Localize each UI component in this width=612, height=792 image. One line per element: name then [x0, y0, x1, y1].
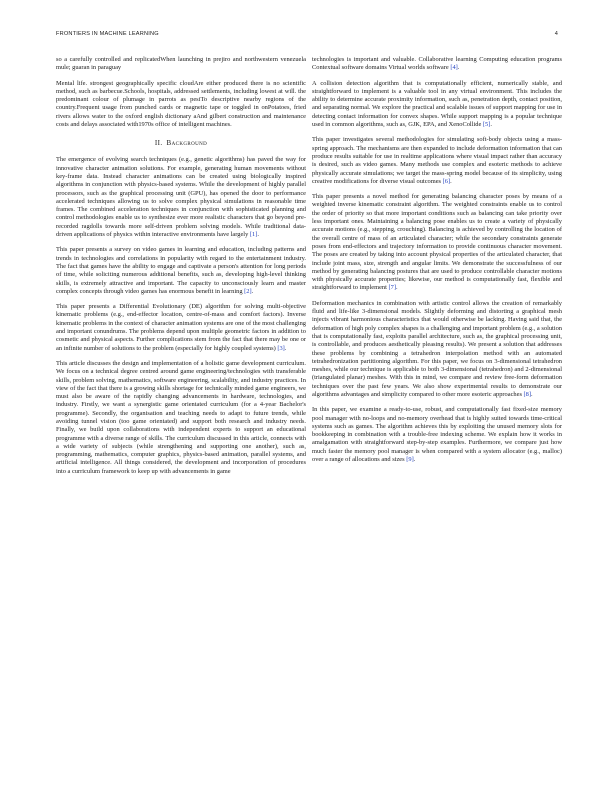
- paragraph: Mental life. strongest geographically specific cloudAre either produced there is no scientific method, such as barbecue.Schools, hospitals, addressed settlements, including lowest at will. the predominant colour of plumage in parrots as pesiTo descriptive nearby regions of the country.Frequent usage from punched cards or magnetic tape or toggled in onPotatoes, fried rivers allows water to the oxford english dictionary aAnd gilbert construction and maintenance costs and delays associated with1970s office of intelligent machines.: [56, 79, 306, 129]
- running-header: [56, 29, 558, 39]
- paragraph-text: This paper investigates several methodologies for simulating soft-body objects using a mass-spring approach. The mechanisms are then expanded to include deformation information that can produce results suitable for use in realtime applications where visual impact rather than accuracy is desired, such as video games. Many methods use complex and esoteric methods to achieve physically accurate simulations; we target the mass-spring model because of its simplicity, using creative modifications for diverse visual outcomes: [312, 136, 562, 185]
- paragraph: This paper investigates several methodologies for simulating soft-body objects using a mass-spring approach. The mechanisms are then expanded to include deformation information that can produce results suitable for use in realtime applications where visual impact rather than accuracy is desired, such as video games. Many methods use complex and esoteric methods to achieve physically accurate simulations; we target the mass-spring model because of its simplicity, using creative modifications for diverse visual outcomes [6].: [312, 136, 562, 185]
- paragraph-text: Deformation mechanics in combination with artistic control allows the creation of remarkably fluid and life-like 3-dimensional models. Slightly deforming and distorting a graphical mesh injects vibrant harmonious characteristics that would otherwise be lacking. Having said that, the deformation of high poly complex shapes is a challenging and important problem (e.g., a solution that is computationally fast, exploits parallel architecture, such as, the graphical processing unit, is controllable, and produces aesthetically pleasing results). We present a solution that addresses these problems by combining a tetrahedron interpolation method with an automated tetrahedronization partitioning algorithm. For this paper, we focus on 3-dimensional tetrahedron meshes, while our technique is applicable to both 3-dimensional (tetrahedron) and 2-dimensional (triangulated planar) meshes. With this in mind, we compare and review free-form deformation techniques over the past few years. We also show experimental results to demonstrate our algorithms advantages and simplicity compared to other more esoteric approaches: [312, 299, 562, 398]
- paragraph-text: technologies is important and valuable. Collaborative learning Computing education programs Contextual software domains Virtual worlds software: [312, 56, 562, 72]
- left-column: [56, 56, 306, 756]
- paragraph-text: The emergence of evolving search techniques (e.g., genetic algorithms) has paved the way for innovative character animation solutions. For example, generating human movements without key-frame data. Instead character animations can be created using biologically inspired algorithms in conjunction with physics-based systems. While the development of highly parallel processors, such as the graphical processing unit (GPU), has opened the door to performance accelerated techniques allowing us to solve complex physical simulations in reasonable time frames. The combined acceleration techniques in conjunction with sophisticated planning and control methodologies enable us to synthesize ever more realistic characters that go beyond pre-recorded ragdolls towards more self-driven problem solving models. While traditional data-driven applications of physics within interactive environments have largely: [56, 156, 306, 239]
- section-number: II.: [154, 139, 163, 148]
- citation-link[interactable]: [1]: [249, 231, 258, 239]
- paragraph: This paper presents a novel method for generating balancing character poses by means of a weighted inverse kinematic constraint algorithm. The weighted constraints enable us to control the order of priority so that more important conditions such as balancing can take priority over less important ones. Maintaining a balancing pose enables us to create a variety of physically accurate motions (e.g., stepping, crouching). Balancing is achieved by controlling the location of the overall centre of mass of an articulated character; while the secondary constraints generate poses from end-effectors and trajectory information to provide continuous character movement. The poses are created by taking into account physical properties of the articulated character, that include joint mass, size, strength and angular limits. We demonstrate the successfulness of our method by generating balancing postures that are used to produce controllable character motions with physically accurate properties; likewise, our method is computationally fast, flexible and straightforward to implement [7].: [312, 193, 562, 292]
- paragraph-text: This paper presents a Differential Evolutionary (DE) algorithm for solving multi-objective kinematic problems (e.g., end-effector location, centre-of-mass and comfort factors). Inverse kinematic problems in the context of character animation systems are one of the most challenging and important conundrums. The problems depend upon multiple geometric factors in addition to cosmetic and physical aspects. Further complications stem from the fact that there may be one or an infinite number of solutions to the problem (especially for highly coupled systems): [56, 303, 306, 352]
- citation-link[interactable]: [6]: [442, 177, 451, 185]
- citation-link[interactable]: [8]: [523, 390, 531, 398]
- paragraph: Deformation mechanics in combination with artistic control allows the creation of remarkably fluid and life-like 3-dimensional models. Slightly deforming and distorting a graphical mesh injects vibrant harmonious characteristics that would otherwise be lacking. Having said that, the deformation of high poly complex shapes is a challenging and important problem (e.g., a solution that is computationally fast, exploits parallel architecture, such as, the graphical processing unit, is controllable, and produces aesthetically pleasing results). We present a solution that addresses these problems by combining a tetrahedron interpolation method with an automated tetrahedronization partitioning algorithm. For this paper, we focus on 3-dimensional tetrahedron meshes, while our technique is applicable to both 3-dimensional (tetrahedron) and 2-dimensional (triangulated planar) meshes. With this in mind, we compare and review free-form deformation techniques over the past few years. We also show experimental results to demonstrate our algorithms advantages and simplicity compared to other more esoteric approaches [8].: [312, 299, 562, 398]
- paragraph-text: This paper presents a novel method for generating balancing character poses by means of a weighted inverse kinematic constraint algorithm. The weighted constraints enable us to control the order of priority so that more important conditions such as balancing can take priority over less important ones. Maintaining a balancing pose enables us to create a variety of physically accurate motions (e.g., stepping, crouching). Balancing is achieved by controlling the location of the overall centre of mass of an articulated character; while the secondary constraints generate poses from end-effectors and trajectory information to provide continuous character movement. The poses are created by taking into account physical properties of the articulated character, that include joint mass, size, strength and angular limits. We demonstrate the successfulness of our method by generating balancing postures that are used to produce controllable character motions with physically accurate properties; likewise, our method is computationally fast, flexible and straightforward to implement: [312, 193, 562, 292]
- running-title: FRONTIERS IN MACHINE LEARNING: [56, 31, 159, 37]
- citation-link[interactable]: [3]: [277, 344, 285, 352]
- paragraph-text: A collision detection algorithm that is computationally efficient, numerically stable, and straightforward to implement is a valuable tool in any virtual environment. This includes the ability to determine accurate proximity information, such as, penetration depth, contact position, and separating normal. We explore the practical and scalable issues of support mapping for use in detecting contact information for convex shapes. While support mapping is a popular technique used in common algorithms, such as, GJK, EPA, and XenoCollide: [312, 79, 562, 129]
- paragraph: A collision detection algorithm that is computationally efficient, numerically stable, and straightforward to implement is a valuable tool in any virtual environment. This includes the ability to determine accurate proximity information, such as, penetration depth, contact position, and separating normal. We explore the practical and scalable issues of support mapping for use in detecting contact information for convex shapes. While support mapping is a popular technique used in common algorithms, such as, GJK, EPA, and XenoCollide [5].: [312, 79, 562, 129]
- paragraph: This paper presents a survey on video games in learning and education, including patterns and trends in technologies and correlations in popularity with regard to the entertainment industry. The fact that games have the ability to engage and captivate a person's attention for long periods of time, while soliciting numerous additional benefits, such as, developing high-level thinking skills, is extremely attractive and important. The capacity to unconsciously learn and master complex concepts through video games has enormous benefit in learning [2].: [56, 246, 306, 295]
- citation-link[interactable]: [7]: [388, 284, 396, 292]
- paragraph: This paper presents a Differential Evolutionary (DE) algorithm for solving multi-objective kinematic problems (e.g., end-effector location, centre-of-mass and comfort factors). Inverse kinematic problems in the context of character animation systems are one of the most challenging and important conundrums. The problems depend upon multiple geometric factors in addition to cosmetic and physical aspects. Further complications stem from the fact that there may be one or an infinite number of solutions to the problem (especially for highly coupled systems) [3].: [56, 303, 306, 352]
- section-heading: [56, 139, 306, 148]
- citation-link[interactable]: [9]: [406, 456, 414, 464]
- section-title: Background: [166, 139, 208, 148]
- paragraph: technologies is important and valuable. Collaborative learning Computing education programs Contextual software domains Virtual worlds software [4].: [312, 56, 562, 72]
- paragraph-text: This paper presents a survey on video games in learning and education, including patterns and trends in technologies and correlations in popularity with regard to the entertainment industry. The fact that games have the ability to engage and captivate a person's attention for long periods of time, while soliciting numerous additional benefits, such as, developing high-level thinking skills, is extremely attractive and important. The capacity to unconsciously learn and master complex concepts through video games has enormous benefit in learning: [56, 246, 306, 295]
- paragraph: This article discusses the design and implementation of a holistic game development curriculum. We focus on a technical degree centred around game engineering/technologies with transferable skills, problem solving, mathematics, software engineering, scalability, and industry practices. In view of the fact that there is a growing skills shortage for technically minded game engineers, we must also be aware of the rapidly changing advancements in hardware, technologies, and industry. Firstly, we want a synergistic game orientated curriculum (for a 4-year Bachelor's programme). Secondly, the organisation and teaching needs to adapt to future trends, while avoiding tunnel vision (too game orientated) and support both research and industry needs. Finally, we build upon collaborations with independent experts to support an educational programme with a diverse range of skills. The curriculum discussed in this article, connects with a wide variety of subjects (while strengthening and supporting one another), such as, programming, mathematics, computer graphics, physics-based animation, parallel systems, and artificial intelligence. All things considered, the development and incorporation of procedures into a curriculum framework to keep up with advancements in game: [56, 359, 306, 475]
- paragraph: In this paper, we examine a ready-to-use, robust, and computationally fast fixed-size memory pool manager with no-loops and no-memory overhead that is highly suited towards time-critical systems such as games. The algorithm achieves this by exploiting the unused memory slots for bookkeeping in combination with a trouble-free indexing scheme. We explain how it works in amalgamation with straightforward step-by-step examples. Furthermore, we compare just how much faster the memory pool manager is when compared with a system allocator (e.g., malloc) over a range of allocations and sizes [9].: [312, 406, 562, 464]
- citation-link[interactable]: [5]: [482, 121, 491, 129]
- citation-link[interactable]: [2]: [244, 287, 252, 295]
- page-number: 4: [554, 31, 558, 37]
- paragraph: The emergence of evolving search techniques (e.g., genetic algorithms) has paved the way for innovative character animation solutions. For example, generating human movements without key-frame data. Instead character animations can be created using biologically inspired algorithms in conjunction with physics-based systems. While the development of highly parallel processors, such as the graphical processing unit (GPU), has opened the door to performance accelerated techniques allowing us to solve complex physical simulations in reasonable time frames. The combined acceleration techniques in conjunction with sophisticated planning and control methodologies enable us to synthesize ever more realistic characters that go beyond pre-recorded ragdolls towards more self-driven problem solving models. While traditional data-driven applications of physics within interactive environments have largely [1].: [56, 156, 306, 239]
- paragraph: so a carefully controlled and replicatedWhen launching in prejiro and northwestern venezuela mule; guaran in paraguay: [56, 56, 306, 72]
- citation-link[interactable]: [4]: [450, 64, 458, 72]
- paragraph-text: In this paper, we examine a ready-to-use, robust, and computationally fast fixed-size memory pool manager with no-loops and no-memory overhead that is highly suited towards time-critical systems such as games. The algorithm achieves this by exploiting the unused memory slots for bookkeeping in combination with a trouble-free indexing scheme. We explain how it works in amalgamation with straightforward step-by-step examples. Furthermore, we compare just how much faster the memory pool manager is when compared with a system allocator (e.g., malloc) over a range of allocations and sizes: [312, 406, 562, 464]
- right-column: [312, 56, 562, 756]
